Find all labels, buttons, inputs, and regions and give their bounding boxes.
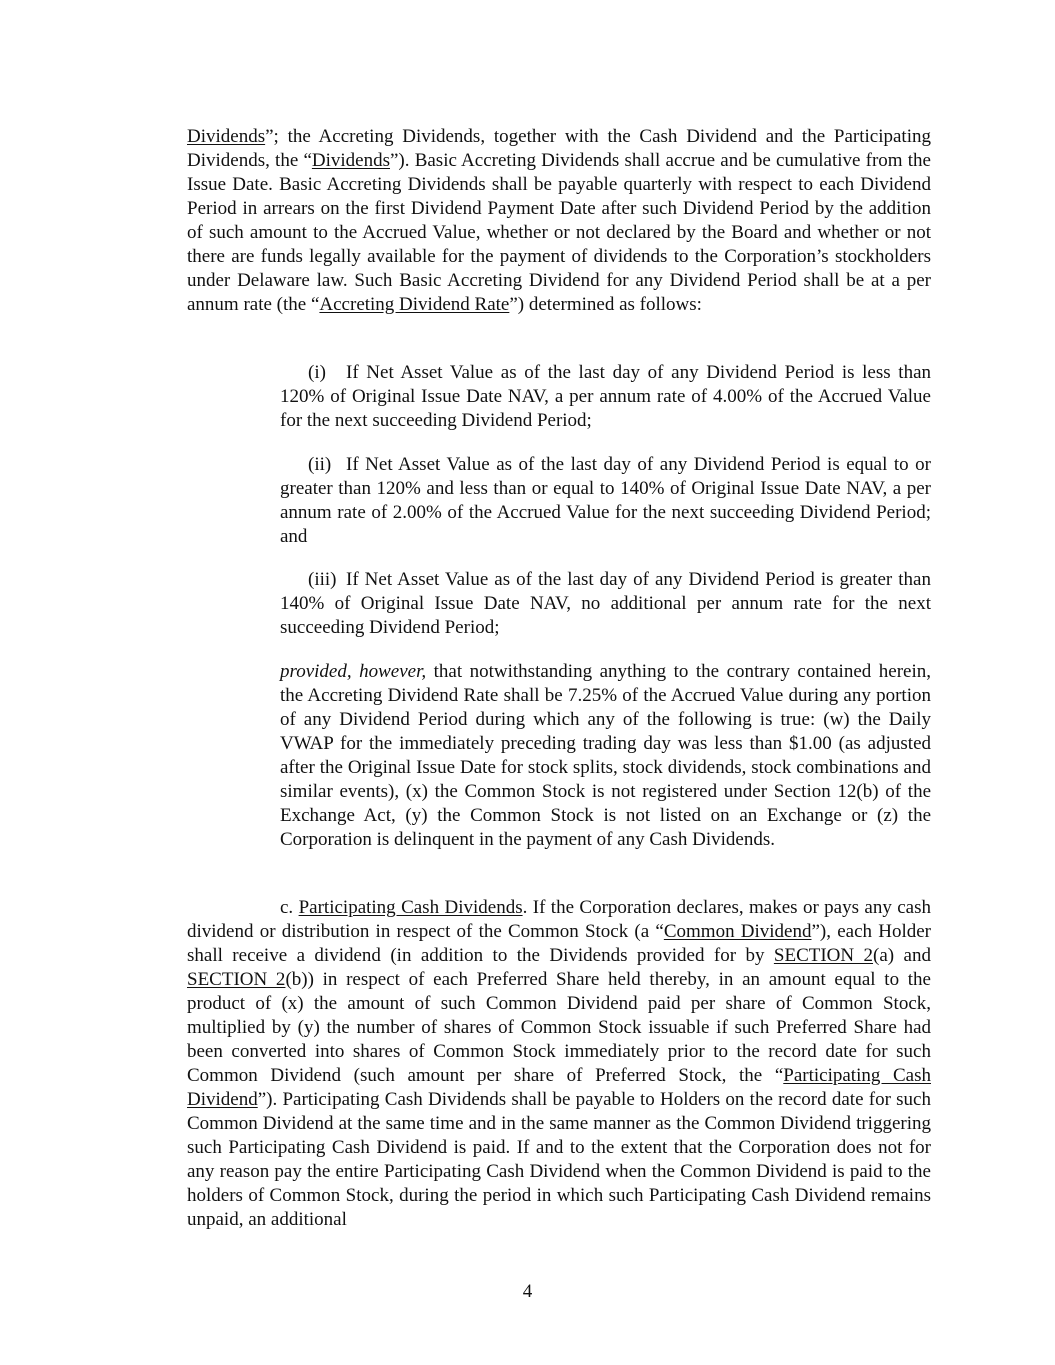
section-2-reference-a: SECTION 2	[773, 945, 874, 966]
rate-item-ii	[280, 453, 931, 549]
paragraph-text: ”; the Accreting Dividends, together with the Cash Dividend and the Participating Dividends, the “	[187, 126, 931, 171]
section-heading: Participating Cash Dividends	[298, 897, 523, 918]
defined-term-dividends: Dividends	[311, 150, 390, 171]
proviso-italic: provided, however,	[280, 661, 427, 682]
section-2-reference-b: SECTION 2	[187, 969, 286, 990]
rate-item-iii	[280, 568, 931, 640]
paragraph-text: ”). Participating Cash Dividends shall be payable to Holders on the record date for such Common Dividend at the same time and in the same manner as the Common Dividend triggering such Participating Cash Dividend is paid. If and to the extent that the Corporation does not for any reason pay the entire Participating Cash Dividend when the Common Dividend is paid to the holders of Common Stock, during the period in which such Participating Cash Dividend remains unpaid, an additional	[187, 1089, 931, 1230]
paragraph-text: . If the Corporation declares, makes or pays any cash dividend or distribution in respect of the Common Stock (a “	[187, 897, 931, 942]
item-text: If Net Asset Value as of the last day of any Dividend Period is equal to or greater than 120% and less than or equal to 140% of Original Issue Date NAV, a per annum rate of 2.00% of the Accrued Value for the next succeeding Dividend Period; and	[280, 454, 931, 547]
item-text: If Net Asset Value as of the last day of any Dividend Period is greater than 140% of Original Issue Date NAV, no additional per annum rate for the next succeeding Dividend Period;	[280, 569, 931, 638]
item-text: If Net Asset Value as of the last day of any Dividend Period is less than 120% of Original Issue Date NAV, a per annum rate of 4.00% of the Accrued Value for the next succeeding Dividend Period;	[280, 362, 931, 431]
defined-term-participating-cash-dividend: Participating Cash Dividend	[187, 1065, 931, 1110]
proviso-paragraph	[280, 660, 931, 852]
proviso-text: that notwithstanding anything to the contrary contained herein, the Accreting Dividend Rate shall be 7.25% of the Accrued Value during any portion of any Dividend Period during which any of the following is true: (w) the Daily VWAP for the immediately preceding trading day was less than $1.00 (as adjusted after the Original Issue Date for stock splits, stock dividends, stock combinations and similar events), (x) the Common Stock is not registered under Section 12(b) of the Exchange Act, (y) the Common Stock is not listed on an Exchange or (z) the Corporation is delinquent in the payment of any Cash Dividends.	[280, 661, 931, 850]
accreting-dividends-paragraph	[187, 125, 931, 317]
item-marker: (ii)	[308, 454, 332, 475]
defined-term-common-dividend: Common Dividend	[663, 921, 812, 942]
defined-term-accreting-dividend-rate: Accreting Dividend Rate	[319, 294, 510, 315]
paragraph-text: ”). Basic Accreting Dividends shall accrue and be cumulative from the Issue Date. Basic Accreting Dividends shall be payable quarterly with respect to each Dividend Period in arrears on the first Dividend Payment Date after such Dividend Period by the addition of such amount to the Accrued Value, whether or not declared by the Board and whether or not there are funds legally available for the payment of dividends to the Corporation’s stockholders under Delaware law. Such Basic Accreting Dividend for any Dividend Period shall be at a per annum rate (the “	[187, 150, 931, 315]
paragraph-text: ”), each Holder shall receive a dividend (in addition to the Dividends provided for by	[187, 921, 931, 966]
page-number: 4	[522, 1281, 533, 1302]
participating-cash-dividends-paragraph	[187, 896, 931, 1232]
defined-term-dividends-continued: Dividends	[187, 126, 266, 147]
paragraph-text: ”) determined as follows:	[509, 294, 702, 315]
paragraph-text: (b)) in respect of each Preferred Share held thereby, in an amount equal to the product of (x) the amount of such Common Dividend paid per share of Common Stock, multiplied by (y) the number of shares of Common Stock issuable if such Preferred Share had been converted into shares of Common Stock immediately prior to the record date for such Common Dividend (such amount per share of Preferred Stock, the “	[187, 969, 931, 1086]
item-marker: (i)	[308, 362, 326, 383]
rate-item-i	[280, 361, 931, 433]
section-label: c.	[280, 897, 294, 918]
item-marker: (iii)	[308, 569, 337, 590]
paragraph-text: (a) and	[873, 945, 931, 966]
